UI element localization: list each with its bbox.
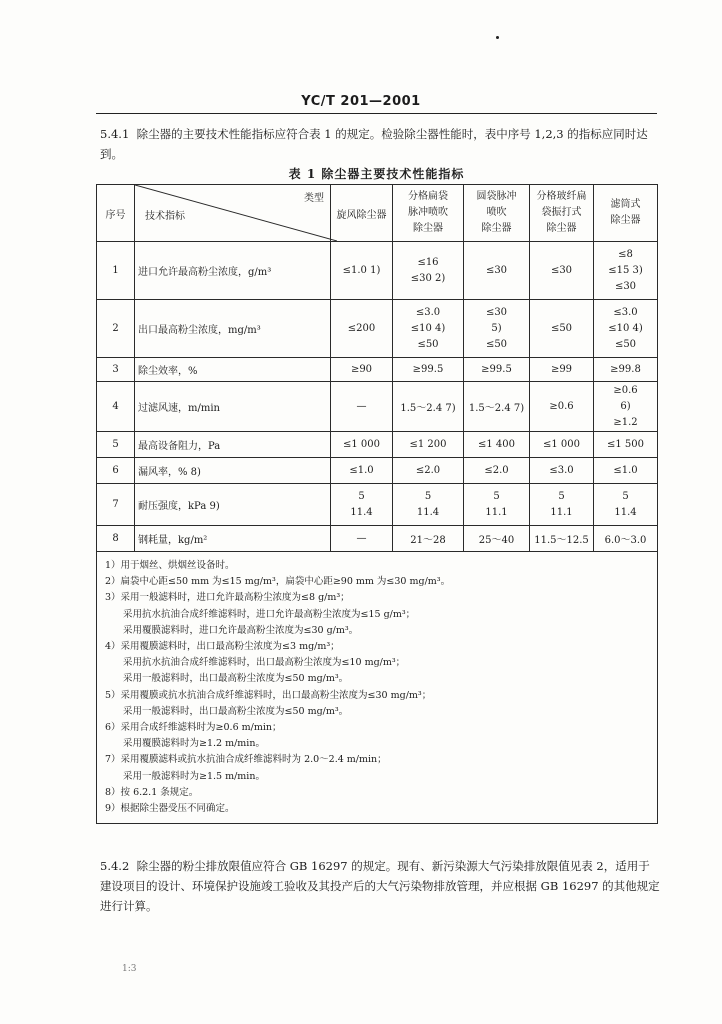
diagonal-header-cell — [135, 185, 331, 242]
type-label: 类型 — [304, 193, 324, 204]
section-text: 除尘器的主要技术性能指标应符合表 1 的规定。检验除尘器性能时，表中序号 1,2,3 的指标应同时达到。 — [100, 127, 648, 161]
header-rule — [96, 113, 657, 114]
col-round: 圆袋脉冲 喷吹 除尘器 — [464, 185, 530, 242]
table-row: 5 最高设备阻力，Pa ≤1 000 ≤1 200 ≤1 400 ≤1 000 ≤1 500 — [97, 432, 658, 458]
note: 1）用于烟丝、烘烟丝设备时。 — [105, 560, 235, 571]
note: 采用一般滤料时，出口最高粉尘浓度为≤50 mg/m³。 — [123, 673, 349, 685]
note: 采用覆膜滤料时为≥1.2 m/min。 — [123, 738, 265, 750]
page-number: 1:3 — [122, 964, 137, 974]
note: 5）采用覆膜或抗水抗油合成纤维滤料时，出口最高粉尘浓度为≤30 mg/m³； — [105, 689, 432, 701]
table-row: 6 漏风率，% 8) ≤1.0 ≤2.0 ≤2.0 ≤3.0 ≤1.0 — [97, 458, 658, 484]
col-filter: 滤筒式 除尘器 — [594, 185, 658, 242]
note: 采用一般滤料时为≥1.5 m/min。 — [123, 770, 265, 782]
note: 4）采用覆膜滤料时，出口最高粉尘浓度为≤3 mg/m³； — [105, 641, 340, 653]
section-5-4-2 — [100, 856, 660, 916]
note: 8）按 6.2.1 条规定。 — [105, 786, 199, 798]
note: 2）扁袋中心距≤50 mm 为≤15 mg/m³，扁袋中心距≥90 mm 为≤30 mg/m³。 — [105, 576, 451, 588]
note: 6）采用合成纤维滤料时为≥0.6 m/min； — [105, 722, 282, 734]
table-row: 4 过滤风速，m/min — 1.5～2.4 7) 1.5～2.4 7) ≥0.6 ≥0.6 6) ≥1.2 — [97, 382, 658, 432]
note: 3）采用一般滤料时，进口允许最高粉尘浓度为≤8 g/m³； — [105, 592, 350, 604]
tech-label: 技术指标 — [145, 211, 185, 222]
table-row: 2 出口最高粉尘浓度，mg/m³ ≤200 ≤3.0 ≤10 4) ≤50 ≤30 5) ≤50 ≤50 ≤3.0 ≤10 4) ≤50 — [97, 300, 658, 358]
note: 7）采用覆膜滤料或抗水抗油合成纤维滤料时为 2.0～2.4 m/min； — [105, 754, 387, 766]
table-row: 7 耐压强度，kPa 9) 5 11.4 5 11.4 5 11.1 5 11.1 5 11.4 — [97, 484, 658, 526]
note: 采用一般滤料时，出口最高粉尘浓度为≤50 mg/m³。 — [123, 705, 349, 717]
note: 采用抗水抗油合成纤维滤料时，进口允许最高粉尘浓度为≤15 g/m³； — [123, 608, 416, 620]
table-notes-row — [97, 552, 658, 824]
table-caption: 表 1 除尘器主要技术性能指标 — [288, 167, 465, 181]
table-row: 1 进口允许最高粉尘浓度，g/m³ ≤1.0 1) ≤16 ≤30 2) ≤30 ≤30 ≤8 ≤15 3) ≤30 — [97, 242, 658, 300]
col-cyclone: 旋风除尘器 — [331, 185, 393, 242]
section-number: 5.4.2 — [100, 859, 130, 873]
section-5-4-1 — [100, 124, 660, 164]
table-row: 3 除尘效率，% ≥90 ≥99.5 ≥99.5 ≥99 ≥99.8 — [97, 358, 658, 382]
note: 采用覆膜滤料时，进口允许最高粉尘浓度为≤30 g/m³。 — [123, 624, 359, 636]
standard-code-header: YC/T 201—2001 — [301, 94, 421, 109]
speck-mark — [496, 36, 499, 39]
table-header-row — [97, 185, 658, 242]
performance-table — [96, 184, 658, 824]
seq-header: 序号 — [97, 185, 135, 242]
col-fiber: 分格玻纤扁 袋振打式 除尘器 — [530, 185, 594, 242]
section-text: 除尘器的粉尘排放限值应符合 GB 16297 的规定。现有、新污染源大气污染排放限值见表 2，适用于建设项目的设计、环境保护设施竣工验收及其投产后的大气污染物排放管理，并应根据 GB 16297 的其他规定进行计算。 — [100, 859, 660, 913]
table-row: 8 钢耗量，kg/m² — 21～28 25～40 11.5～12.5 6.0～3.0 — [97, 526, 658, 552]
note: 9）根据除尘器受压不同确定。 — [105, 803, 235, 815]
note: 采用抗水抗油合成纤维滤料时，出口最高粉尘浓度为≤10 mg/m³； — [123, 657, 406, 669]
col-pulse: 分格扁袋 脉冲喷吹 除尘器 — [393, 185, 464, 242]
table-notes — [97, 552, 658, 824]
section-number: 5.4.1 — [100, 127, 130, 141]
